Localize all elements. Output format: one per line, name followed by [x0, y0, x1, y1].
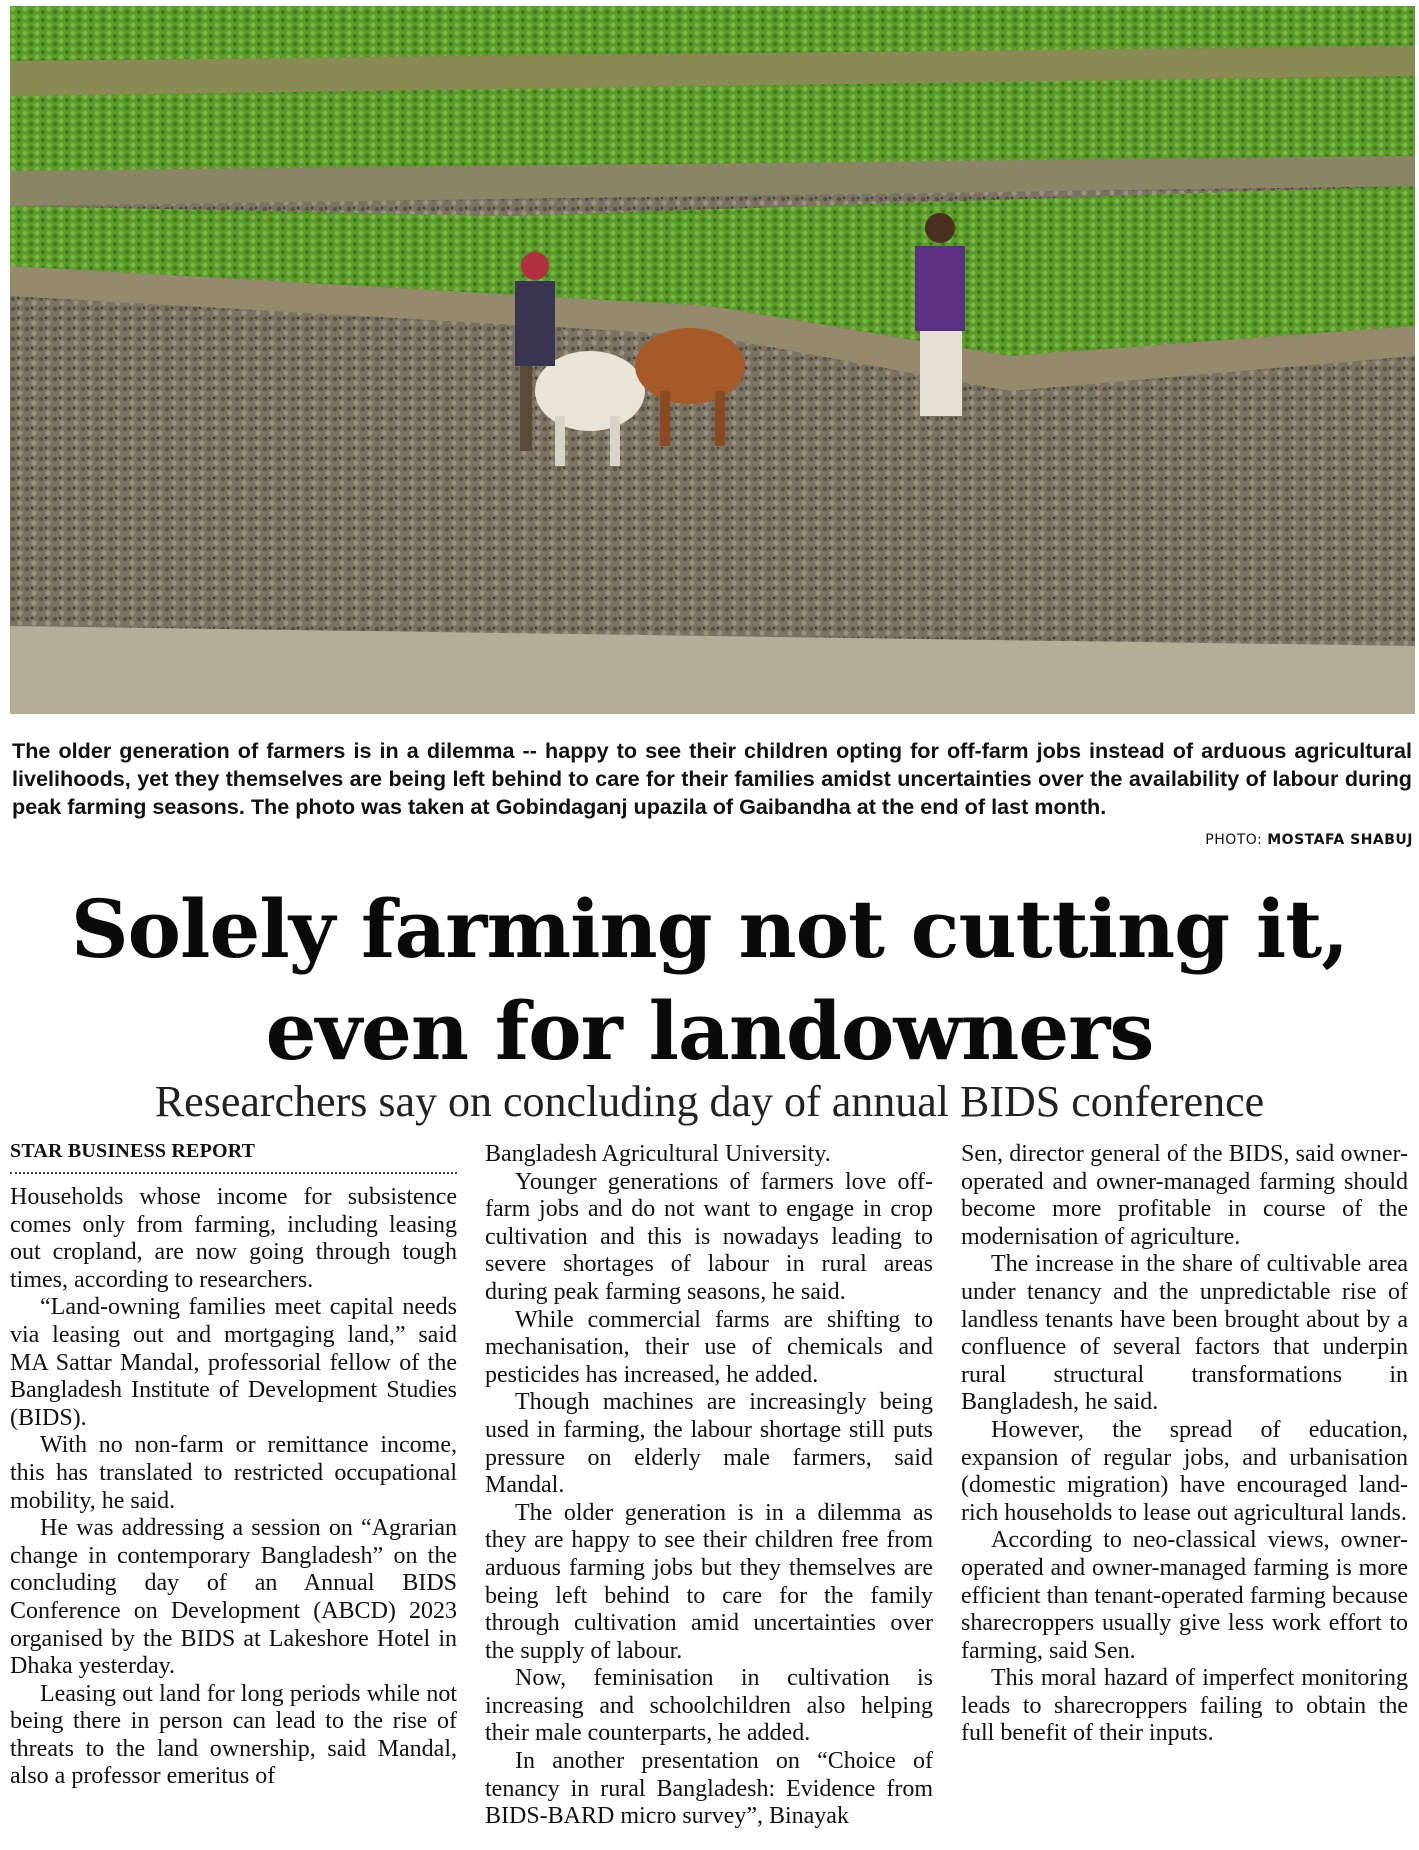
- paragraph: According to neo-classical views, owner-operated and owner-managed farming is more efficient than tenant-operated farming because sharecroppers usually give less work effort to farming, said Sen.: [961, 1527, 1408, 1664]
- paragraph: However, the spread of education, expansion of regular jobs, and urbanisation (domestic migration) have encouraged land-rich households to lease out agricultural lands.: [961, 1416, 1408, 1526]
- photo-credit: [1205, 832, 1413, 848]
- paragraph: While commercial farms are shifting to mechanisation, their use of chemicals and pesticides has increased, he added.: [485, 1306, 933, 1388]
- paragraph: Bangladesh Agricultural University.: [485, 1141, 831, 1167]
- paragraph: Now, feminisation in cultivation is increasing and schoolchildren also helping their male counterparts, he added.: [485, 1665, 933, 1747]
- paragraph: Leasing out land for long periods while not being there in person can lead to the rise of threats to the land ownership, said Mandal, also a professor emeritus of: [10, 1680, 457, 1790]
- article-column-2: [485, 1141, 933, 1831]
- headline: [0, 878, 1419, 1082]
- headline-line-1: Solely farming not cutting it,: [70, 882, 1349, 976]
- paragraph: With no non-farm or remittance income, this has translated to restricted occupational mobility, he said.: [10, 1432, 457, 1514]
- paragraph: “Land-owning families meet capital needs via leasing out and mortgaging land,” said MA Sattar Mandal, professorial fellow of the Bangladesh Institute of Development Studies (BIDS).: [10, 1294, 457, 1431]
- headline-line-2: even for landowners: [265, 984, 1154, 1078]
- paragraph: The increase in the share of cultivable area under tenancy and the unpredictable rise of landless tenants have been brought about by a confluence of several factors that underpin rural structural transformations in Bangladesh, he said.: [961, 1251, 1408, 1416]
- article-column-1: [10, 1138, 457, 1791]
- photo-caption: [12, 737, 1412, 821]
- caption-text: The older generation of farmers is in a dilemma -- happy to see their children opting for off-farm jobs instead of arduous agricultural livelihoods, yet they themselves are being left behind to care for their families amidst uncertainties over the availability of labour during peak farming seasons. The photo was taken at Gobindaganj upazila of Gaibandha at the end of last month.: [12, 738, 1412, 819]
- paragraph: Younger generations of farmers love off-farm jobs and do not want to engage in crop cultivation and this is nowadays leading to severe shortages of labour in rural areas during peak farming seasons, he said.: [485, 1168, 933, 1305]
- paragraph: He was addressing a session on “Agrarian change in contemporary Bangladesh” on the concluding day of an Annual BIDS Conference on Development (ABCD) 2023 organised by the BIDS at Lakeshore Hotel in Dhaka yesterday.: [10, 1515, 457, 1680]
- article-photo: [10, 6, 1415, 714]
- paragraph: The older generation is in a dilemma as they are happy to see their children free from arduous farming jobs but they themselves are being left behind to care for the family through cultivation amid uncertainties over the supply of labour.: [485, 1499, 933, 1664]
- credit-name: MOSTAFA SHABUJ: [1267, 832, 1413, 848]
- credit-label: PHOTO:: [1205, 832, 1263, 848]
- subheadline: Researchers say on concluding day of annual BIDS conference: [154, 1077, 1265, 1126]
- paragraph: Sen, director general of the BIDS, said owner-operated and owner-managed farming should become more profitable in course of the modernisation of agriculture.: [961, 1141, 1408, 1250]
- farm-photo-icon: [10, 6, 1415, 714]
- paragraph: Households whose income for subsistence comes only from farming, including leasing out cropland, are now going through tough times, according to researchers.: [10, 1184, 457, 1293]
- byline: STAR BUSINESS REPORT: [10, 1138, 457, 1174]
- paragraph: Though machines are increasingly being used in farming, the labour shortage still puts pressure on elderly male farmers, said Mandal.: [485, 1389, 933, 1499]
- article-column-3: [961, 1141, 1408, 1748]
- paragraph: In another presentation on “Choice of tenancy in rural Bangladesh: Evidence from BIDS-BARD micro survey”, Binayak: [485, 1748, 933, 1830]
- paragraph: This moral hazard of imperfect monitoring leads to sharecroppers failing to obtain the full benefit of their inputs.: [961, 1665, 1408, 1747]
